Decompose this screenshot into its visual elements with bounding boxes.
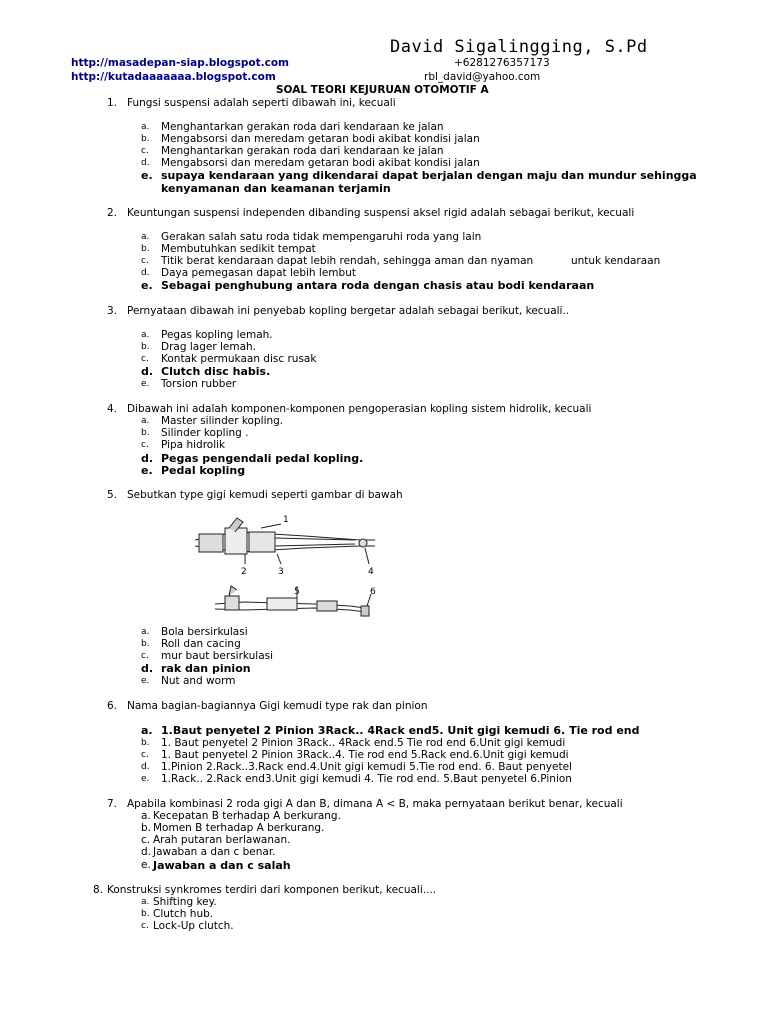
option-label: e. [141,379,150,389]
question-number: 5. [107,489,118,501]
option-label: a. [141,724,153,737]
question-number: 8. [93,884,104,896]
option-label: a. [141,232,150,242]
question-number: 2. [107,207,118,219]
option-label: c. [141,921,149,931]
option-text: 1.Rack.. 2.Rack end3.Unit gigi kemudi 4. Tie rod end. 5.Baut penyetel 6.Pinion [161,773,572,785]
option-text: Daya pemegasan dapat lebih lembut [161,267,356,279]
option-label: d. [141,452,154,465]
author-name: David Sigalingging, S.Pd [390,37,648,57]
option-text: 1. Baut penyetel 2 Pinion 3Rack..4. Tie rod end 5.Rack end.6.Unit gigi kemudi [161,749,569,761]
option-label: e. [141,676,150,686]
figure-label-6: 6 [370,587,376,597]
option-text: Mengabsorsi dan meredam getaran bodi akibat kondisi jalan [161,157,480,169]
option-text: Pegas pengendali pedal kopling. [161,452,364,465]
option-label: d. [141,662,154,675]
option-text: Kecepatan B terhadap A berkurang. [153,810,341,822]
option-label: c. [141,354,149,364]
question-text: Nama bagian-bagiannya Gigi kemudi type rak dan pinion [127,700,428,712]
question-number: 6. [107,700,118,712]
option-text: Drag lager lemah. [161,341,257,353]
option-label: e. [141,774,150,784]
question-text: Fungsi suspensi adalah seperti dibawah ini, kecuali [127,97,396,109]
option-label: e. [141,464,153,477]
option-text: Pegas kopling lemah. [161,329,273,341]
phone-number: +6281276357173 [454,57,550,69]
option-label: a. [141,416,150,426]
question-number: 7. [107,798,118,810]
option-label: b. [141,244,150,254]
option-text: Clutch disc habis. [161,365,271,378]
option-label: d. [141,365,154,378]
option-text: Menghantarkan gerakan roda dari kendaraan ke jalan [161,121,444,133]
option-text: rak dan pinion [161,662,251,675]
option-label: c. [141,834,151,846]
question-number: 3. [107,305,118,317]
figure-label-5: 5 [294,587,300,597]
option-text: Sebagai penghubung antara roda dengan chasis atau bodi kendaraan [161,279,595,292]
option-label: c. [141,440,149,450]
option-text: Roll dan cacing [161,638,241,650]
question-text: Konstruksi synkromes terdiri dari komponen berikut, kecuali.... [107,884,437,896]
option-text-continued: kenyamanan dan keamanan terjamin [161,182,391,195]
option-text: Momen B terhadap A berkurang. [153,822,325,834]
option-label: b. [141,639,150,649]
document-title: SOAL TEORI KEJURUAN OTOMOTIF A [276,84,489,96]
figure-label-4: 4 [368,567,374,577]
option-label: d. [141,762,150,772]
option-label: d. [141,268,150,278]
option-label: e. [141,169,153,182]
option-label: b. [141,738,150,748]
option-text: Jawaban a dan c benar. [153,846,276,858]
option-text: Nut and worm [161,675,236,687]
option-text: Clutch hub. [153,908,214,920]
option-text: Menghantarkan gerakan roda dari kendaraan ke jalan [161,145,444,157]
option-label: a. [141,627,150,637]
option-text: Shifting key. [153,896,217,908]
question-number: 4. [107,403,118,415]
option-text: Silinder kopling . [161,427,249,439]
email-address: rbl_david@yahoo.com [424,71,541,83]
question-text: Pernyataan dibawah ini penyebab kopling bergetar adalah sebagai berikut, kecuali.. [127,305,570,317]
option-text: Master silinder kopling. [161,415,284,427]
option-label: c. [141,750,149,760]
question-text: Keuntungan suspensi independen dibanding suspensi aksel rigid adalah sebagai berikut, kecuali [127,207,635,219]
option-text-continued: untuk kendaraan [571,255,661,267]
option-label: d. [141,846,152,858]
option-text: 1.Pinion 2.Rack..3.Rack end.4.Unit gigi kemudi 5.Tie rod end. 6. Baut penyetel [161,761,572,773]
question-text: Dibawah ini adalah komponen-komponen pengoperasian kopling sistem hidrolik, kecuali [127,403,592,415]
option-text: Pipa hidrolik [161,439,226,451]
figure-label-1: 1 [283,515,289,525]
option-text: Titik berat kendaraan dapat lebih rendah, sehingga aman dan nyaman [161,255,534,267]
option-text: 1.Baut penyetel 2 Pinion 3Rack.. 4Rack end5. Unit gigi kemudi 6. Tie rod end [161,724,640,737]
option-text: Mengabsorsi dan meredam getaran bodi akibat kondisi jalan [161,133,480,145]
blog-link-1[interactable]: http://masadepan-siap.blogspot.com [71,57,289,69]
option-label: c. [141,651,149,661]
figure-label-3: 3 [278,567,284,577]
blog-link-2[interactable]: http://kutadaaaaaaa.blogspot.com [71,71,276,83]
option-text: supaya kendaraan yang dikendarai dapat berjalan dengan maju dan mundur sehingga [161,169,697,182]
option-label: e. [141,279,153,292]
option-text: Arah putaran berlawanan. [153,834,291,846]
option-label: d. [141,158,150,168]
option-label: b. [141,134,150,144]
option-label: b. [141,342,150,352]
option-text: Jawaban a dan c salah [153,859,291,872]
option-text: Bola bersirkulasi [161,626,248,638]
option-label: c. [141,256,149,266]
question-text: Apabila kombinasi 2 roda gigi A dan B, dimana A < B, maka pernyataan berikut benar, kecuali [127,798,623,810]
option-label: a. [141,897,150,907]
option-text: Kontak permukaan disc rusak [161,353,317,365]
option-text: mur baut bersirkulasi [161,650,274,662]
question-text: Sebutkan type gigi kemudi seperti gambar di bawah [127,489,403,501]
option-label: b. [141,822,152,834]
option-label: c. [141,146,149,156]
option-label: b. [141,428,150,438]
option-label: a. [141,122,150,132]
option-label: b. [141,909,150,919]
option-text: Pedal kopling [161,464,246,477]
option-text: Membutuhkan sedikit tempat [161,243,316,255]
option-text: Lock-Up clutch. [153,920,234,932]
option-label: e. [141,859,151,871]
option-text: Gerakan salah satu roda tidak mempengaruhi roda yang lain [161,231,482,243]
option-label: a. [141,810,151,822]
figure-label-2: 2 [241,567,247,577]
option-text: Torsion rubber [161,378,237,390]
question-number: 1. [107,97,118,109]
rack-and-pinion-figure [185,510,385,632]
option-label: a. [141,330,150,340]
option-text: 1. Baut penyetel 2 Pinion 3Rack.. 4Rack end.5 Tie rod end 6.Unit gigi kemudi [161,737,566,749]
